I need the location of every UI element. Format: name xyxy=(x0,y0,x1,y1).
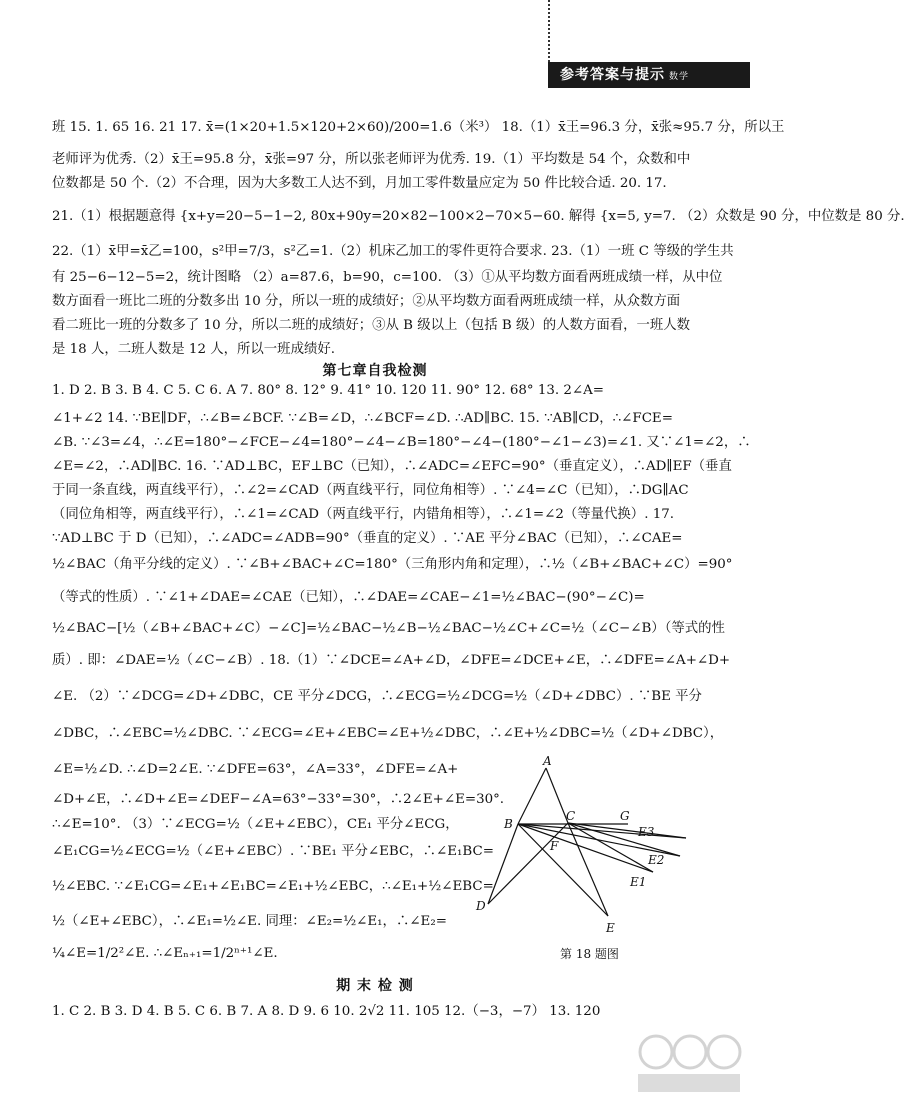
answer-line: ¼∠E=1/2²∠E. ∴∠Eₙ₊₁=1/2ⁿ⁺¹∠E. xyxy=(52,946,278,961)
answer-line: 班 15. 1. 65 16. 21 17. x̄=(1×20+1.5×120+2×60)/200=1.6（米³） 18.（1）x̄王=96.3 分，x̄张≈95.7 分，所以王 xyxy=(52,120,785,135)
watermark-logo xyxy=(634,1028,744,1098)
label-b: B xyxy=(504,817,513,831)
answer-line: ∴∠E=10°. （3）∵∠ECG=½（∠E+∠EBC），CE₁ 平分∠ECG， xyxy=(52,817,459,832)
answer-line: 数方面看一班比二班的分数多出 10 分，所以一班的成绩好；②从平均数方面看两班成绩一样，从众数方面 xyxy=(52,294,681,309)
answer-line: ∠DBC，∴∠EBC=½∠DBC. ∵∠ECG=∠E+∠EBC=∠E+½∠DBC，∴∠E+½∠DBC=½（∠D+∠DBC）， xyxy=(52,726,724,741)
answer-line: ∠B. ∵∠3=∠4，∴∠E=180°−∠FCE−∠4=180°−∠4−∠B=180°−∠4−(180°−∠1−∠3)=∠1. 又∵∠1=∠2，∴ xyxy=(52,435,751,450)
answer-line: 质）. 即：∠DAE=½（∠C−∠B）. 18.（1）∵∠DCE=∠A+∠D，∠DFE=∠DCE+∠E，∴∠DFE=∠A+∠D+ xyxy=(52,653,731,668)
answer-line: ∠1+∠2 14. ∵BE∥DF，∴∠B=∠BCF. ∵∠B=∠D，∴∠BCF=∠D. ∴AD∥BC. 15. ∵AB∥CD，∴∠FCE= xyxy=(52,411,673,426)
header-title: 参考答案与提示 xyxy=(560,67,665,83)
label-a: A xyxy=(543,754,552,768)
answer-line: ∠E₁CG=½∠ECG=½（∠E+∠EBC）. ∵BE₁ 平分∠EBC，∴∠E₁BC= xyxy=(52,844,494,859)
label-e: E xyxy=(606,921,615,935)
section-title-chapter7: 第七章自我检测 xyxy=(322,363,428,379)
answer-line: ½∠EBC. ∵∠E₁CG=∠E₁+∠E₁BC=∠E₁+½∠EBC，∴∠E₁+½∠EBC= xyxy=(52,879,494,894)
answer-line: ∠E=∠2，∴AD∥BC. 16. ∵AD⊥BC，EF⊥BC（已知），∴∠ADC=∠EFC=90°（垂直定义），∴AD∥EF（垂直 xyxy=(52,459,732,474)
section-title-final-exam: 期 末 检 测 xyxy=(336,978,414,994)
answer-line: ½∠BAC（角平分线的定义）. ∵∠B+∠BAC+∠C=180°（三角形内角和定理），∴½（∠B+∠BAC+∠C）=90° xyxy=(52,557,733,572)
answer-line: 于同一条直线，两直线平行），∴∠2=∠CAD（两直线平行，同位角相等）. ∵∠4=∠C（已知），∴DG∥AC xyxy=(52,483,689,498)
answer-line: （等式的性质）. ∵∠1+∠DAE=∠CAE（已知），∴∠DAE=∠CAE−∠1=½∠BAC−(90°−∠C)= xyxy=(52,590,645,605)
answer-line: ½（∠E+∠EBC），∴∠E₁=½∠E. 同理：∠E₂=½∠E₁，∴∠E₂= xyxy=(52,914,447,929)
page-header-banner xyxy=(548,62,750,88)
answer-line: 是 18 人，二班人数是 12 人，所以一班成绩好. xyxy=(52,342,335,357)
answer-line: ∠E. （2）∵∠DCG=∠D+∠DBC，CE 平分∠DCG，∴∠ECG=½∠DCG=½（∠D+∠DBC）. ∵BE 平分 xyxy=(52,689,702,704)
answer-line: ∠E=½∠D. ∴∠D=2∠E. ∵∠DFE=63°，∠A=33°，∠DFE=∠A+ xyxy=(52,762,459,777)
answer-line: 有 25−6−12−5=2，统计图略 （2）a=87.6，b=90，c=100. （3）①从平均数方面看两班成绩一样，从中位 xyxy=(52,270,723,285)
answer-line: 位数都是 50 个.（2）不合理，因为大多数工人达不到，月加工零件数量应定为 50 件比较合适. 20. 17. xyxy=(52,176,667,191)
answer-line: ∠D+∠E，∴∠D+∠E=∠DEF−∠A=63°−33°=30°，∴2∠E+∠E=30°. xyxy=(52,792,505,807)
label-c: C xyxy=(566,809,576,823)
answer-line: 看二班比一班的分数多了 10 分，所以二班的成绩好；③从 B 级以上（包括 B 级）的人数方面看，一班人数 xyxy=(52,318,691,333)
header-tag: 数学 xyxy=(669,72,690,82)
label-f: F xyxy=(550,839,559,853)
answer-line: 1. C 2. B 3. D 4. B 5. C 6. B 7. A 8. D 9. 6 10. 2√2 11. 105 12.（−3，−7） 13. 120 xyxy=(52,1004,601,1019)
answer-line: 1. D 2. B 3. B 4. C 5. C 6. A 7. 80° 8. 12° 9. 41° 10. 120 11. 90° 12. 68° 13. 2∠A= xyxy=(52,383,605,398)
answer-line: （同位角相等，两直线平行），∴∠1=∠CAD（两直线平行，内错角相等），∴∠1=∠2（等量代换）. 17. xyxy=(52,507,674,522)
answer-line: 老师评为优秀.（2）x̄王=95.8 分，x̄张=97 分，所以张老师评为优秀. 19.（1）平均数是 54 个，众数和中 xyxy=(52,152,691,167)
label-g: G xyxy=(620,809,630,823)
label-d: D xyxy=(476,899,486,913)
geometry-figure-18 xyxy=(468,754,730,940)
header-dotted-rule xyxy=(548,0,554,62)
label-e3: E3 xyxy=(638,825,655,839)
answer-line: ½∠BAC−[½（∠B+∠BAC+∠C）−∠C]=½∠BAC−½∠B−½∠BAC−½∠C+∠C=½（∠C−∠B）（等式的性 xyxy=(52,621,725,636)
label-e2: E2 xyxy=(648,853,665,867)
figure-caption: 第 18 题图 xyxy=(560,947,619,961)
answer-line: 22.（1）x̄甲=x̄乙=100，s²甲=7/3，s²乙=1.（2）机床乙加工的零件更符合要求. 23.（1）一班 C 等级的学生共 xyxy=(52,244,734,259)
label-e1: E1 xyxy=(630,875,647,889)
answer-line: ∵AD⊥BC 于 D（已知），∴∠ADC=∠ADB=90°（垂直的定义）. ∵AE 平分∠BAC（已知），∴∠CAE= xyxy=(52,531,683,546)
answer-line: 21.（1）根据题意得 {x+y=20−5−1−2, 80x+90y=20×82−100×2−70×5−60. 解得 {x=5, y=7. （2）众数是 90 分，中位数是 80 分. xyxy=(52,209,905,224)
